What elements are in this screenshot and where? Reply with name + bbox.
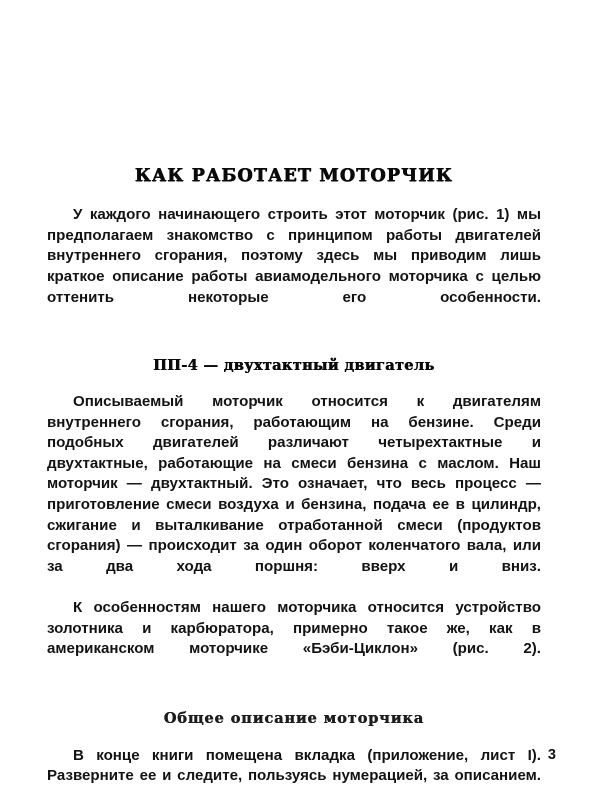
paragraph-text: Описываемый моторчик относится к двигателям внутреннего сгорания, работающим на бензине. Среди подобных двигателей различают четырехтактные и двухтактные, работающие на смеси бензина с маслом. Наш моторчик — двухтактный. Это означает, что весь процесс — приготовление смеси воздуха и бензина, подача ее в цилиндр, сжигание и выталкивание отработанной смеси (продуктов сгорания) — происходит за один оборот коленчатого вала, или за два хода поршня: вверх и вниз. [47,393,541,575]
page-number: 3 [547,747,556,763]
page-title: КАК РАБОТАЕТ МОТОРЧИК [134,166,454,186]
paragraph-text: В конце книги помещена вкладка (приложение, лист I). Разверните ее и следите, пользуясь нумерацией, за описанием. [47,746,541,785]
section-heading-general-description: Общее описание моторчика [163,710,425,728]
paragraph-intro [47,205,541,329]
paragraph-insert-reference [47,746,541,801]
paragraph-engine-description [47,392,541,598]
section-heading-engine-type: ПП-4 — двухтактный двигатель [153,356,435,374]
paragraph-text: У каждого начинающего строить этот моторчик (рис. 1) мы предполагаем знакомство с принципом работы двигателей внутреннего сгорания, поэтому здесь мы приводим лишь краткое описание работы авиамодельного моторчика с целью оттенить некоторые его особенности. [47,206,541,306]
paragraph-engine-features [47,598,541,680]
paragraph-text: К особенностям нашего моторчика относится устройство золотника и карбюратора, примерно такое же, как в американском моторчике «Бэби-Циклон» (рис. 2). [47,599,541,658]
text-column [47,0,541,801]
